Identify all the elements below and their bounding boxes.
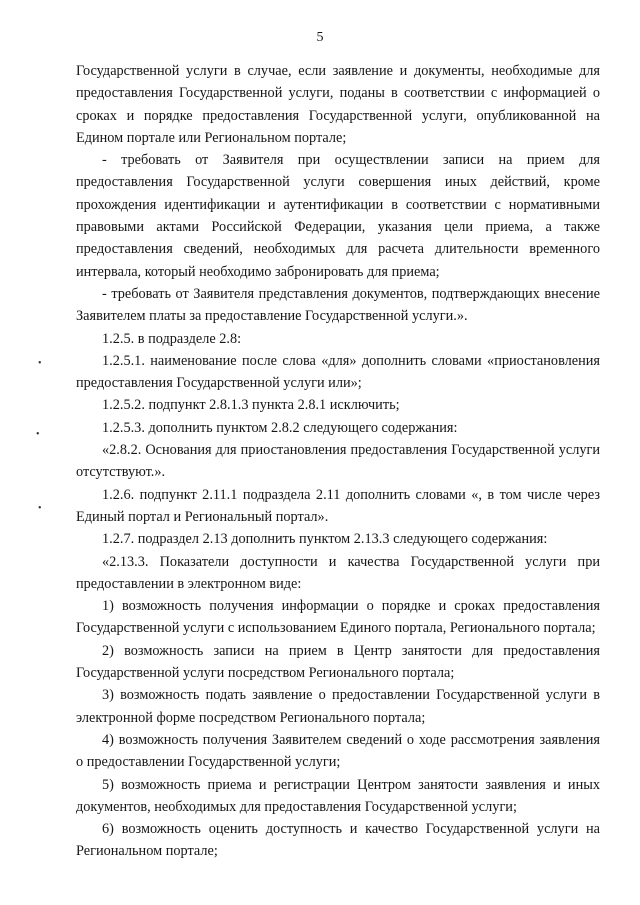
list-item: 3) возможность подать заявление о предоставлении Государственной услуги в электронной форме посредством Регионального портала; bbox=[76, 687, 600, 726]
document-body bbox=[76, 60, 600, 863]
paragraph: «2.8.2. Основания для приостановления предоставления Государственной услуги отсутствуют.». bbox=[76, 442, 600, 481]
margin-mark: • bbox=[38, 503, 42, 514]
paragraph: 1.2.6. подпункт 2.11.1 подраздела 2.11 дополнить словами «, в том числе через Единый портал и Региональный портал». bbox=[76, 486, 600, 525]
paragraph: «2.13.3. Показатели доступности и качества Государственной услуги при предоставлении в электронном виде: bbox=[76, 553, 600, 592]
list-item: 1) возможность получения информации о порядке и сроках предоставления Государственной услуги с использованием Единого портала, Регионального портала; bbox=[76, 598, 600, 637]
list-item: 6) возможность оценить доступность и качество Государственной услуги на Региональном портале; bbox=[76, 821, 600, 860]
paragraph: - требовать от Заявителя представления документов, подтверждающих внесение Заявителем платы за предоставление Государственной услуги.». bbox=[76, 285, 600, 325]
paragraph: 1.2.5.1. наименование после слова «для» дополнить словами «приостановления предоставления Государственной услуги или»; bbox=[76, 352, 600, 392]
list-item: 4) возможность получения Заявителем сведений о ходе рассмотрения заявления о предоставлении Государственной услуги; bbox=[76, 731, 600, 771]
paragraph: - требовать от Заявителя при осуществлении записи на прием для предоставления Государственной услуги совершения иных действий, кроме прохождения идентификации и аутентификации в соответствии с нормативными правовыми актами Российской Федерации, указания цели приема, а также предоставления сведений, необходимых для расчета длительности временного интервала, который необходимо забронировать для приема; bbox=[76, 152, 600, 280]
paragraph: 1.2.7. подраздел 2.13 дополнить пунктом 2.13.3 следующего содержания: bbox=[102, 531, 548, 548]
paragraph: Государственной услуги в случае, если заявление и документы, необходимые для предоставления Государственной услуги, поданы в соответствии с информацией о сроках и порядке предоставления Государственной услуги, опубликованной на Едином портале или Региональном портале; bbox=[76, 63, 600, 146]
paragraph: 1.2.5.3. дополнить пунктом 2.8.2 следующего содержания: bbox=[102, 419, 458, 436]
margin-mark: • bbox=[38, 358, 42, 369]
list-item: 2) возможность записи на прием в Центр занятости для предоставления Государственной услуги посредством Регионального портала; bbox=[76, 642, 600, 682]
paragraph: 1.2.5.2. подпункт 2.8.1.3 пункта 2.8.1 исключить; bbox=[102, 397, 400, 414]
page-number: 5 bbox=[316, 30, 324, 45]
margin-mark: • bbox=[36, 429, 40, 440]
paragraph: 1.2.5. в подразделе 2.8: bbox=[102, 330, 242, 347]
list-item: 5) возможность приема и регистрации Центром занятости заявления и иных документов, необходимых для предоставления Государственной услуги; bbox=[76, 776, 600, 815]
